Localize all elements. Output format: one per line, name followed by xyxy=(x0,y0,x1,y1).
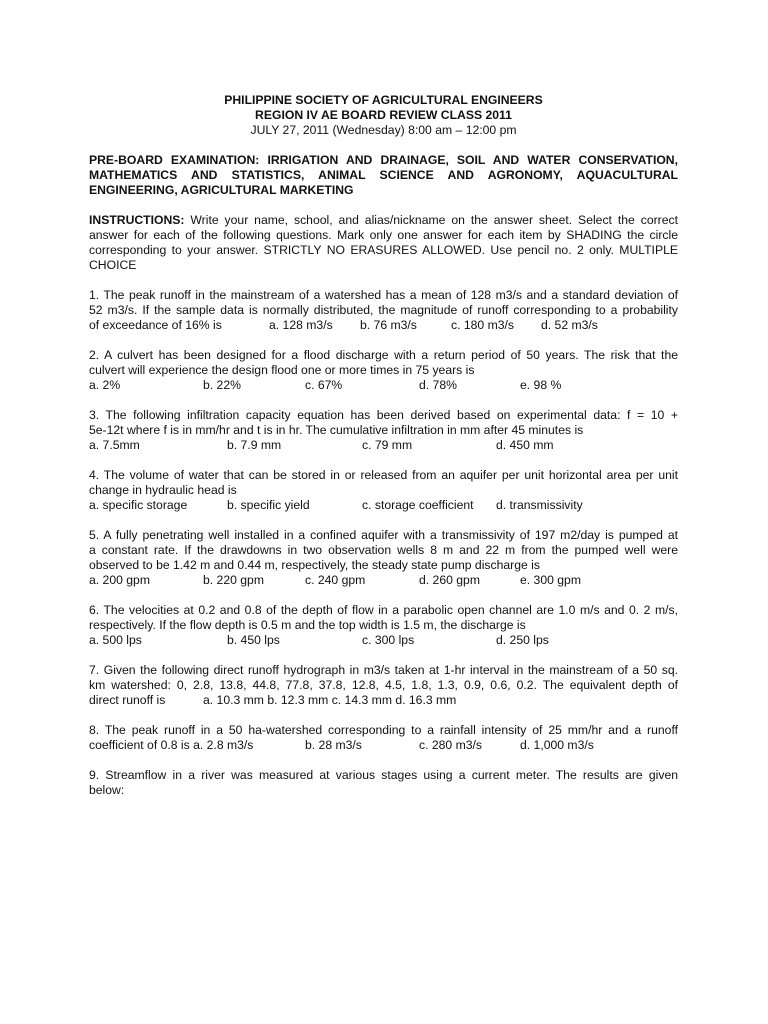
inline-options: a. 10.3 mm b. 12.3 mm c. 14.3 mm d. 16.3 mm xyxy=(203,693,457,707)
question-options xyxy=(89,633,678,648)
exam-date: JULY 27, 2011 (Wednesday) 8:00 am – 12:00 pm xyxy=(250,123,517,137)
question-7 xyxy=(89,663,678,708)
option-a: a. 2% xyxy=(89,378,121,392)
question-1 xyxy=(89,288,678,333)
question-options xyxy=(89,378,678,393)
exam-page xyxy=(89,93,678,798)
question-text: 5e-12t where f is in mm/hr and t is in hr. The cumulative infiltration in mm after 45 minutes is xyxy=(89,423,584,437)
question-options xyxy=(89,738,678,753)
question-text: observed to be 1.42 m and 0.44 m, respectively, the steady state pump discharge is xyxy=(89,558,540,572)
option-a: a. 200 gpm xyxy=(89,573,150,587)
option-d: d. 1,000 m3/s xyxy=(520,738,594,752)
question-text: of exceedance of 16% is xyxy=(89,318,222,332)
option-a: a. specific storage xyxy=(89,498,188,512)
question-8 xyxy=(89,723,678,753)
question-text: culvert will experience the design flood one or more times in 75 years is xyxy=(89,363,475,377)
question-options xyxy=(89,498,678,513)
option-b: b. 76 m3/s xyxy=(360,318,417,332)
option-e: e. 300 gpm xyxy=(520,573,581,587)
question-options xyxy=(89,573,678,588)
option-d: d. 260 gpm xyxy=(419,573,480,587)
question-text: 6. The velocities at 0.2 and 0.8 of the depth of flow in a parabolic open channel are 1.0 m/s and 0. 2 m/s, xyxy=(89,603,678,617)
question-text: 52 m3/s. If the sample data is normally distributed, the magnitude of runoff corresponding to a probability xyxy=(89,303,678,317)
question-text: 4. The volume of water that can be stored in or released from an aquifer per unit horizontal area per unit xyxy=(89,468,678,482)
question-text: 9. Streamflow in a river was measured at various stages using a current meter. The results are given xyxy=(89,768,678,782)
question-options xyxy=(89,438,678,453)
option-d: d. 250 lps xyxy=(496,633,549,647)
question-text: below: xyxy=(89,783,125,797)
question-3 xyxy=(89,408,678,453)
question-4 xyxy=(89,468,678,513)
exam-title-line: ENGINEERING, AGRICULTURAL MARKETING xyxy=(89,183,354,197)
question-text: 7. Given the following direct runoff hydrograph in m3/s taken at 1-hr interval in the mainstream of a 50 sq. xyxy=(89,663,678,677)
option-b: b. 7.9 mm xyxy=(227,438,282,452)
document-header xyxy=(89,93,678,138)
option-b: b. 220 gpm xyxy=(203,573,264,587)
instructions xyxy=(89,213,678,273)
question-text: respectively. If the flow depth is 0.5 m and the top width is 1.5 m, the discharge is xyxy=(89,618,526,632)
instructions-label: INSTRUCTIONS: xyxy=(89,213,185,227)
option-d: d. 52 m3/s xyxy=(541,318,598,332)
option-b: b. 28 m3/s xyxy=(305,738,362,752)
option-c: c. 300 lps xyxy=(362,633,415,647)
exam-title-line: PRE-BOARD EXAMINATION: IRRIGATION AND DRAINAGE, SOIL AND WATER CONSERVATION, xyxy=(89,153,678,167)
option-d: d. 450 mm xyxy=(496,438,554,452)
option-a: a. 128 m3/s xyxy=(269,318,333,332)
option-c: c. 180 m3/s xyxy=(451,318,514,332)
option-a: a. 7.5mm xyxy=(89,438,140,452)
question-options xyxy=(89,318,678,333)
question-5 xyxy=(89,528,678,588)
instructions-line: CHOICE xyxy=(89,258,137,272)
option-c: c. storage coefficient xyxy=(362,498,474,512)
question-text: km watershed: 0, 2.8, 13.8, 44.8, 77.8, 37.8, 12.8, 4.5, 1.8, 1.3, 0.9, 0.6, 0.2. The equivalent depth of xyxy=(89,678,678,692)
option-d: d. 78% xyxy=(419,378,457,392)
option-c: c. 67% xyxy=(305,378,343,392)
question-9 xyxy=(89,768,678,798)
question-text: coefficient of 0.8 is a. 2.8 m3/s xyxy=(89,738,254,752)
question-text: 3. The following infiltration capacity equation has been derived based on experimental data: f = 10 + xyxy=(89,408,678,422)
option-b: b. 450 lps xyxy=(227,633,280,647)
exam-title xyxy=(89,153,678,198)
option-c: c. 79 mm xyxy=(362,438,413,452)
question-text: direct runoff is xyxy=(89,693,166,707)
question-text: 1. The peak runoff in the mainstream of a watershed has a mean of 128 m3/s and a standard deviation of xyxy=(89,288,678,302)
option-c: c. 240 gpm xyxy=(305,573,366,587)
instructions-line: answer for each of the following questions. Mark only one answer for each item by SHADING the circle xyxy=(89,228,678,242)
question-2 xyxy=(89,348,678,393)
option-b: b. 22% xyxy=(203,378,241,392)
option-d: d. transmissivity xyxy=(496,498,583,512)
option-a: a. 500 lps xyxy=(89,633,142,647)
question-text: 5. A fully penetrating well installed in a confined aquifer with a transmissivity of 197 m2/day is pumped at xyxy=(89,528,678,542)
instructions-line: corresponding to your answer. STRICTLY NO ERASURES ALLOWED. Use pencil no. 2 only. MULTIPLE xyxy=(89,243,678,257)
question-text: change in hydraulic head is xyxy=(89,483,237,497)
question-text: a constant rate. If the drawdowns in two observation wells 8 m and 22 m from the pumped well were xyxy=(89,543,678,557)
organization-name: PHILIPPINE SOCIETY OF AGRICULTURAL ENGINEERS xyxy=(224,93,543,107)
question-options xyxy=(89,693,678,708)
exam-title-line: MATHEMATICS AND STATISTICS, ANIMAL SCIENCE AND AGRONOMY, AQUACULTURAL xyxy=(89,168,678,182)
option-e: e. 98 % xyxy=(520,378,562,392)
instructions-line: INSTRUCTIONS: Write your name, school, and alias/nickname on the answer sheet. Select the correct xyxy=(89,213,678,227)
question-text: 2. A culvert has been designed for a flood discharge with a return period of 50 years. The risk that the xyxy=(89,348,678,362)
option-b: b. specific yield xyxy=(227,498,310,512)
review-class-title: REGION IV AE BOARD REVIEW CLASS 2011 xyxy=(255,108,512,122)
option-c: c. 280 m3/s xyxy=(419,738,482,752)
question-6 xyxy=(89,603,678,648)
question-text: 8. The peak runoff in a 50 ha-watershed corresponding to a rainfall intensity of 25 mm/hr and a runoff xyxy=(89,723,678,737)
